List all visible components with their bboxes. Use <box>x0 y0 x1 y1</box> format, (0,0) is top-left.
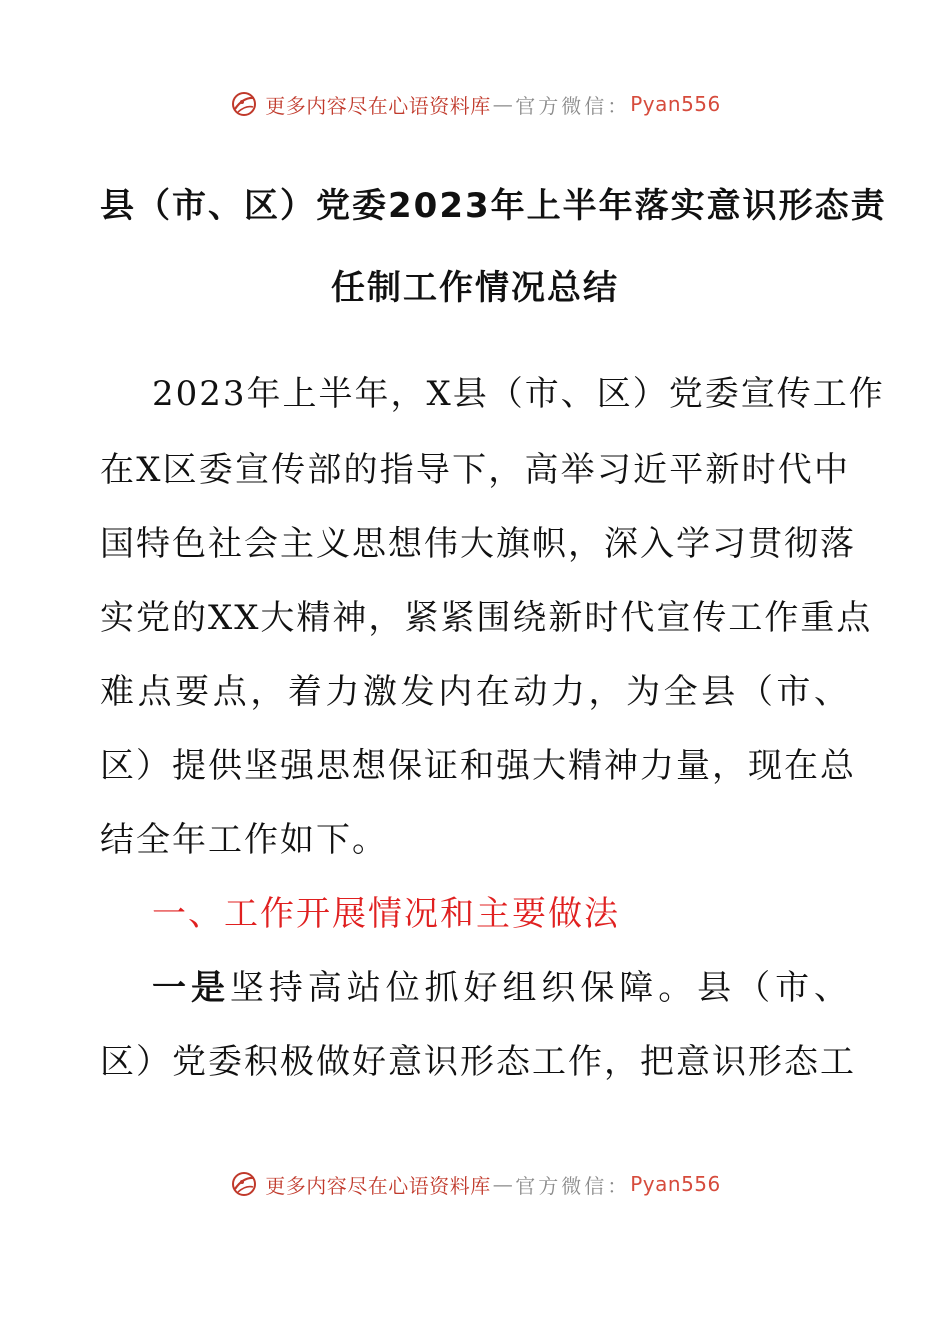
watermark-text: 更多内容尽在心语资料库 <box>265 1173 491 1198</box>
paragraph-line <box>152 966 850 1010</box>
paragraph-line: 结全年工作如下。 <box>100 820 388 860</box>
footer-watermark <box>0 1164 950 1204</box>
section-heading: 一、工作开展情况和主要做法 <box>152 894 620 934</box>
paragraph-line: 实党的XX大精神，紧紧围绕新时代宣传工作重点 <box>100 598 873 638</box>
watermark-official-label: 官方微信： <box>515 1173 631 1198</box>
paragraph-text: 坚持高站位抓好组织保障。县（市、 <box>229 968 851 1008</box>
header-watermark <box>0 84 950 124</box>
watermark-text: 更多内容尽在心语资料库 <box>265 93 491 118</box>
watermark-separator: — <box>492 92 514 116</box>
paragraph-line: 国特色社会主义思想伟大旗帜，深入学习贯彻落 <box>100 524 856 564</box>
paragraph-line: 区）提供坚强思想保证和强大精神力量，现在总 <box>100 746 856 786</box>
paragraph-lead: 一是 <box>152 968 230 1008</box>
paragraph-line: 区）党委积极做好意识形态工作，把意识形态工 <box>100 1042 856 1082</box>
paragraph-line: 难点要点，着力激发内在动力，为全县（市、 <box>100 672 850 712</box>
watermark-wechat-id: Pyan556 <box>630 92 721 116</box>
document-title-line-1: 县（市、区）党委2023年上半年落实意识形态责 <box>100 186 887 226</box>
paragraph-line: 2023年上半年，X县（市、区）党委宣传工作 <box>152 374 885 414</box>
watermark-official-label: 官方微信： <box>515 93 631 118</box>
paragraph-line: 在X区委宣传部的指导下，高举习近平新时代中 <box>100 450 850 490</box>
brand-logo-icon <box>229 1169 259 1199</box>
brand-logo-icon <box>229 89 259 119</box>
watermark-separator: — <box>492 1172 514 1196</box>
watermark-wechat-id: Pyan556 <box>630 1172 721 1196</box>
document-title-line-2: 任制工作情况总结 <box>331 268 619 308</box>
